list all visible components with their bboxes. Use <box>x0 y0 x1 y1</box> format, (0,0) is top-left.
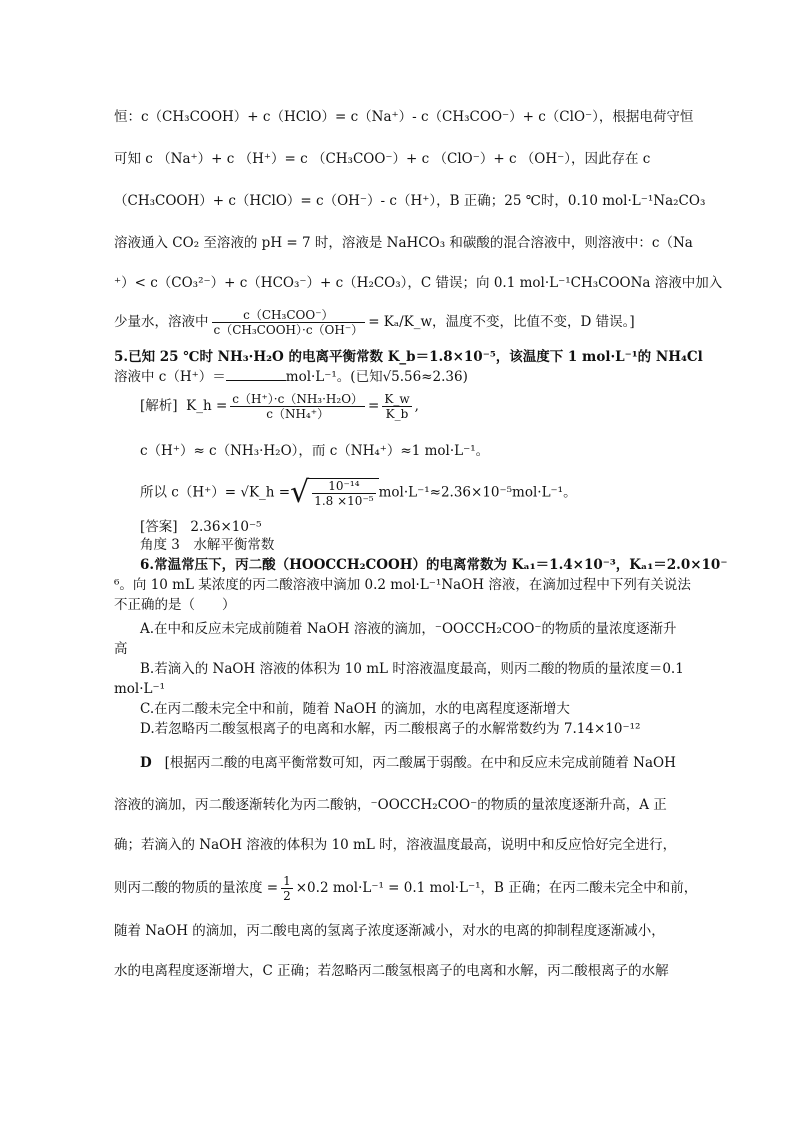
solution-line: 水的电离程度逐渐增大，C 正确；若忽略丙二酸氢根离子的电离和水解，丙二酸根离子的水解 <box>114 963 669 979</box>
text-fragment: 少量水，溶液中 <box>114 314 209 330</box>
text-line: 恒：c（CH₃COOH）+ c（HClO）= c（Na⁺）- c（CH₃COO⁻）+ c（ClO⁻），根据电荷守恒 <box>114 109 694 125</box>
text-line: 不正确的是（ ） <box>114 597 236 613</box>
fraction <box>312 479 375 508</box>
question-6-stem <box>140 556 727 574</box>
option-c: C.在丙二酸未完全中和前，随着 NaOH 的滴加，水的电离程度逐渐增大 <box>140 701 570 717</box>
question-6-text: 6.常温常压下，丙二酸（HOOCCH₂COOH）的电离常数为 Kₐ₁＝1.4×10⁻³，Kₐ₁＝2.0×10⁻ <box>140 557 728 573</box>
option-d: D.若忽略丙二酸氢根离子的电离和水解，丙二酸根离子的水解常数约为 7.14×10⁻¹² <box>140 721 641 737</box>
fraction <box>212 308 366 337</box>
solution-line: 溶液的滴加，丙二酸逐渐转化为丙二酸钠，⁻OOCCH₂COO⁻的物质的量浓度逐渐升高，A 正 <box>114 797 667 813</box>
fraction-numerator: K_w <box>384 392 410 406</box>
option-b-cont: mol·L⁻¹ <box>114 681 166 697</box>
fraction-numerator: c（CH₃COO⁻） <box>212 308 366 323</box>
fraction-denominator: c（NH₄⁺） <box>266 407 330 421</box>
question-5-stem-line2 <box>114 368 468 386</box>
fraction-denominator: 1.8 ×10⁻⁵ <box>314 494 374 508</box>
option-a: A.在中和反应未完成前随着 NaOH 溶液的滴加，⁻OOCCH₂COO⁻的物质的量浓度逐渐升 <box>140 621 677 637</box>
question-5-text: 5.已知 25 ℃时 NH₃·H₂O 的电离平衡常数 K_b＝1.8×10⁻⁵，该温度下 1 mol·L⁻¹的 NH₄Cl <box>114 349 703 365</box>
text-fragment: 溶液中 c（H⁺）＝ <box>114 369 226 385</box>
sqrt-icon: √ <box>290 475 310 510</box>
text-line: （CH₃COOH）+ c（HClO）= c（OH⁻）- c（H⁺），B 正确；25 ℃时，0.10 mol·L⁻¹Na₂CO₃ <box>114 193 706 209</box>
text-fragment: 则丙二酸的物质的量浓度 = <box>114 880 279 896</box>
text-fragment: = <box>368 398 380 414</box>
text-fragment: mol·L⁻¹。(已知√5.56≈2.36) <box>285 369 468 385</box>
sqrt-radicand <box>309 478 378 508</box>
text-line: ⁺）< c（CO₃²⁻）+ c（HCO₃⁻）+ c（H₂CO₃），C 错误；向 0.1 mol·L⁻¹CH₃COONa 溶液中加入 <box>114 275 723 291</box>
text-fragment: = Kₐ/K_w，温度不变，比值不变，D 错误。] <box>368 314 635 330</box>
analysis-line <box>140 475 577 510</box>
answer-label: [答案] <box>140 519 178 535</box>
fraction-denominator: K_b <box>385 407 409 421</box>
solution-formula-line <box>114 874 697 903</box>
fraction-numerator: 10⁻¹⁴ <box>312 479 375 494</box>
analysis-line <box>140 392 419 421</box>
fraction <box>382 392 411 421</box>
option-a-cont: 高 <box>114 641 128 657</box>
fraction <box>230 392 365 421</box>
answer-line <box>140 518 262 536</box>
formula-line <box>114 308 635 337</box>
fraction-denominator: c（CH₃COOH）·c（OH⁻） <box>213 323 364 337</box>
text-fragment: mol·L⁻¹≈2.36×10⁻⁵mol·L⁻¹。 <box>378 484 577 501</box>
solution-letter: D <box>140 755 152 771</box>
fraction-denominator: 2 <box>283 889 291 903</box>
text-fragment: [根据丙二酸的电离平衡常数可知，丙二酸属于弱酸。在中和反应未完成前随着 NaOH <box>164 755 676 771</box>
solution-line: 随着 NaOH 的滴加，丙二酸电离的氢离子浓度逐渐减小，对水的电离的抑制程度逐渐减小， <box>114 923 665 939</box>
analysis-line: c（H⁺）≈ c（NH₃·H₂O），而 c（NH₄⁺）≈1 mol·L⁻¹。 <box>140 443 490 459</box>
text-fragment: ×0.2 mol·L⁻¹ = 0.1 mol·L⁻¹，B 正确；在丙二酸未完全中和前， <box>295 880 698 896</box>
question-5-stem <box>114 348 703 366</box>
text-fragment: 所以 c（H⁺）= √K_h = <box>140 484 291 501</box>
answer-blank <box>226 368 286 381</box>
fraction-numerator: 1 <box>283 874 291 888</box>
solution-line: 确；若滴入的 NaOH 溶液的体积为 10 mL 时，溶液温度最高，说明中和反应恰好完全进行， <box>114 837 677 853</box>
text-fragment: , <box>414 398 419 414</box>
fraction-numerator: c（H⁺）·c（NH₃·H₂O） <box>232 392 364 406</box>
analysis-label: [解析] <box>140 398 178 414</box>
text-line: 可知 c （Na⁺）+ c （H⁺）= c （CH₃COO⁻）+ c （ClO⁻）+ c （OH⁻），因此存在 c <box>114 151 651 167</box>
section-heading: 角度 3 水解平衡常数 <box>140 537 275 553</box>
option-b: B.若滴入的 NaOH 溶液的体积为 10 mL 时溶液温度最高，则丙二酸的物质的量浓度＝0.1 <box>140 661 684 677</box>
text-fragment: K_h = <box>186 398 228 414</box>
answer-value: 2.36×10⁻⁵ <box>190 519 262 535</box>
fraction <box>281 874 293 903</box>
text-line: 溶液通入 CO₂ 至溶液的 pH = 7 时，溶液是 NaHCO₃ 和碳酸的混合溶液中，则溶液中：c（Na <box>114 235 693 251</box>
text-line: ⁶。向 10 mL 某浓度的丙二酸溶液中滴加 0.2 mol·L⁻¹NaOH 溶液，在滴加过程中下列有关说法 <box>114 577 691 593</box>
solution-line <box>140 754 676 772</box>
